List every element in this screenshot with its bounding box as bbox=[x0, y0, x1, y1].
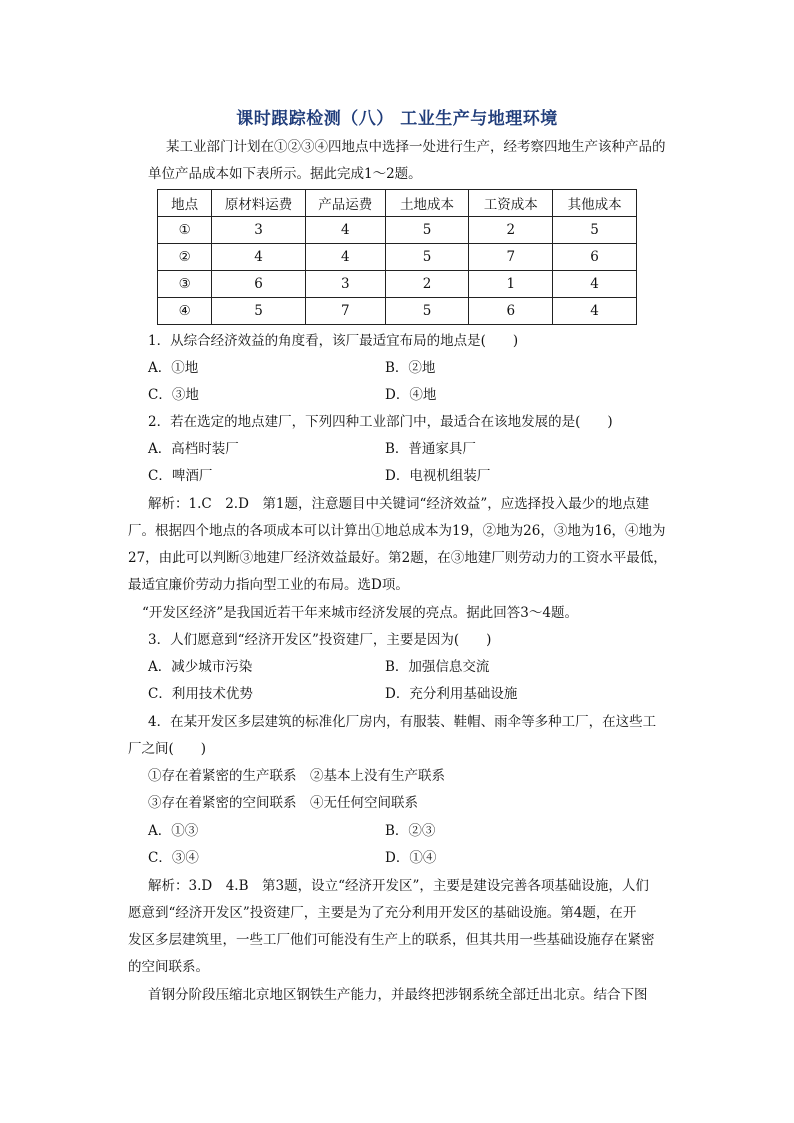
table-cell: 2 bbox=[469, 217, 553, 244]
cost-table bbox=[157, 189, 637, 325]
answer-2-line-3: 发区多层建筑里，一些工厂他们可能没有生产上的联系，但其共用一些基础设施存在紧密 bbox=[128, 932, 655, 948]
table-cell: 6 bbox=[469, 298, 553, 325]
intro-line-2: 单位产品成本如下表所示。据此完成1～2题。 bbox=[148, 166, 422, 182]
table-cell: 2 bbox=[385, 271, 469, 298]
table-header-cell: 土地成本 bbox=[385, 190, 469, 217]
table-cell: 3 bbox=[305, 271, 385, 298]
table-cell: ③ bbox=[158, 271, 212, 298]
question-4-statement-1: ①存在着紧密的生产联系 ②基本上没有生产联系 bbox=[148, 768, 445, 784]
question-2-option-c: C．啤酒厂 bbox=[148, 468, 213, 484]
table-cell: 5 bbox=[385, 217, 469, 244]
table-cell: 4 bbox=[305, 217, 385, 244]
question-2-option-d: D．电视机组装厂 bbox=[385, 468, 491, 484]
table-cell: 5 bbox=[385, 244, 469, 271]
table-row bbox=[158, 271, 637, 298]
question-1-option-c: C．③地 bbox=[148, 387, 199, 403]
intro-2: “开发区经济”是我国近若干年来城市经济发展的亮点。据此回答3～4题。 bbox=[142, 605, 578, 621]
table-cell: 5 bbox=[385, 298, 469, 325]
table-cell: 6 bbox=[212, 271, 306, 298]
table-cell: 3 bbox=[212, 217, 306, 244]
table-cell: 6 bbox=[553, 244, 637, 271]
table-cell: ① bbox=[158, 217, 212, 244]
answer-1-line-1: 解析：1.C 2.D 第1题，注意题目中关键词“经济效益”，应选择投入最少的地点建 bbox=[148, 496, 650, 512]
question-4-option-a: A．①③ bbox=[148, 823, 199, 839]
table-header-cell: 工资成本 bbox=[469, 190, 553, 217]
table-cell: 7 bbox=[305, 298, 385, 325]
question-1-stem: 1．从综合经济效益的角度看，该厂最适宜布局的地点是( ) bbox=[148, 333, 519, 349]
question-4-statement-2: ③存在着紧密的空间联系 ④无任何空间联系 bbox=[148, 795, 418, 811]
intro-3: 首钢分阶段压缩北京地区钢铁生产能力，并最终把涉钢系统全部迁出北京。结合下图 bbox=[148, 987, 648, 1003]
answer-1-line-2: 厂。根据四个地点的各项成本可以计算出①地总成本为19，②地为26，③地为16，④地为 bbox=[128, 523, 666, 539]
table-cell: 4 bbox=[553, 298, 637, 325]
table-cell: 4 bbox=[305, 244, 385, 271]
question-4-option-d: D．①④ bbox=[385, 850, 437, 866]
table-header-cell: 原材料运费 bbox=[212, 190, 306, 217]
question-3-stem: 3．人们愿意到“经济开发区”投资建厂，主要是因为( ) bbox=[148, 632, 492, 648]
answer-2-line-2: 愿意到“经济开发区”投资建厂，主要是为了充分利用开发区的基础设施。第4题，在开 bbox=[128, 905, 637, 921]
table-cell: 4 bbox=[553, 271, 637, 298]
table-row bbox=[158, 298, 637, 325]
table-header-row bbox=[158, 190, 637, 217]
question-1-option-a: A．①地 bbox=[148, 360, 199, 376]
question-3-option-a: A．减少城市污染 bbox=[148, 659, 253, 675]
question-2-stem: 2．若在选定的地点建厂，下列四种工业部门中，最适合在该地发展的是( ) bbox=[148, 414, 613, 430]
answer-1-line-3: 27，由此可以判断③地建厂经济效益最好。第2题，在③地建厂则劳动力的工资水平最低， bbox=[128, 550, 667, 566]
question-2-option-a: A．高档时装厂 bbox=[148, 441, 239, 457]
table-cell: 5 bbox=[212, 298, 306, 325]
table-row bbox=[158, 217, 637, 244]
table-cell: 1 bbox=[469, 271, 553, 298]
table-header-cell: 产品运费 bbox=[305, 190, 385, 217]
question-4-stem-line-2: 厂之间( ) bbox=[128, 741, 207, 757]
question-3-option-c: C．利用技术优势 bbox=[148, 686, 253, 702]
question-1-option-b: B．②地 bbox=[385, 360, 436, 376]
question-4-option-b: B．②③ bbox=[385, 823, 436, 839]
table-header-cell: 地点 bbox=[158, 190, 212, 217]
table-cell: ④ bbox=[158, 298, 212, 325]
question-2-option-b: B．普通家具厂 bbox=[385, 441, 476, 457]
table-cell: 7 bbox=[469, 244, 553, 271]
table-header-cell: 其他成本 bbox=[553, 190, 637, 217]
table-cell: 4 bbox=[212, 244, 306, 271]
answer-2-line-4: 的空间联系。 bbox=[128, 959, 209, 975]
answer-1-line-4: 最适宜廉价劳动力指向型工业的布局。选D项。 bbox=[128, 577, 409, 593]
question-4-option-c: C．③④ bbox=[148, 850, 199, 866]
table-cell: 5 bbox=[553, 217, 637, 244]
table-cell: ② bbox=[158, 244, 212, 271]
answer-2-line-1: 解析：3.D 4.B 第3题，设立“经济开发区”，主要是建设完善各项基础设施，人们 bbox=[148, 878, 649, 894]
intro-line-1: 某工业部门计划在①②③④四地点中选择一处进行生产，经考察四地生产该种产品的 bbox=[166, 139, 666, 155]
question-3-option-d: D．充分利用基础设施 bbox=[385, 686, 518, 702]
question-4-stem-line-1: 4．在某开发区多层建筑的标准化厂房内，有服装、鞋帽、雨伞等多种工厂，在这些工 bbox=[148, 714, 657, 730]
question-1-option-d: D．④地 bbox=[385, 387, 437, 403]
page-title: 课时跟踪检测（八） 工业生产与地理环境 bbox=[236, 109, 558, 129]
table-row bbox=[158, 244, 637, 271]
question-3-option-b: B．加强信息交流 bbox=[385, 659, 490, 675]
